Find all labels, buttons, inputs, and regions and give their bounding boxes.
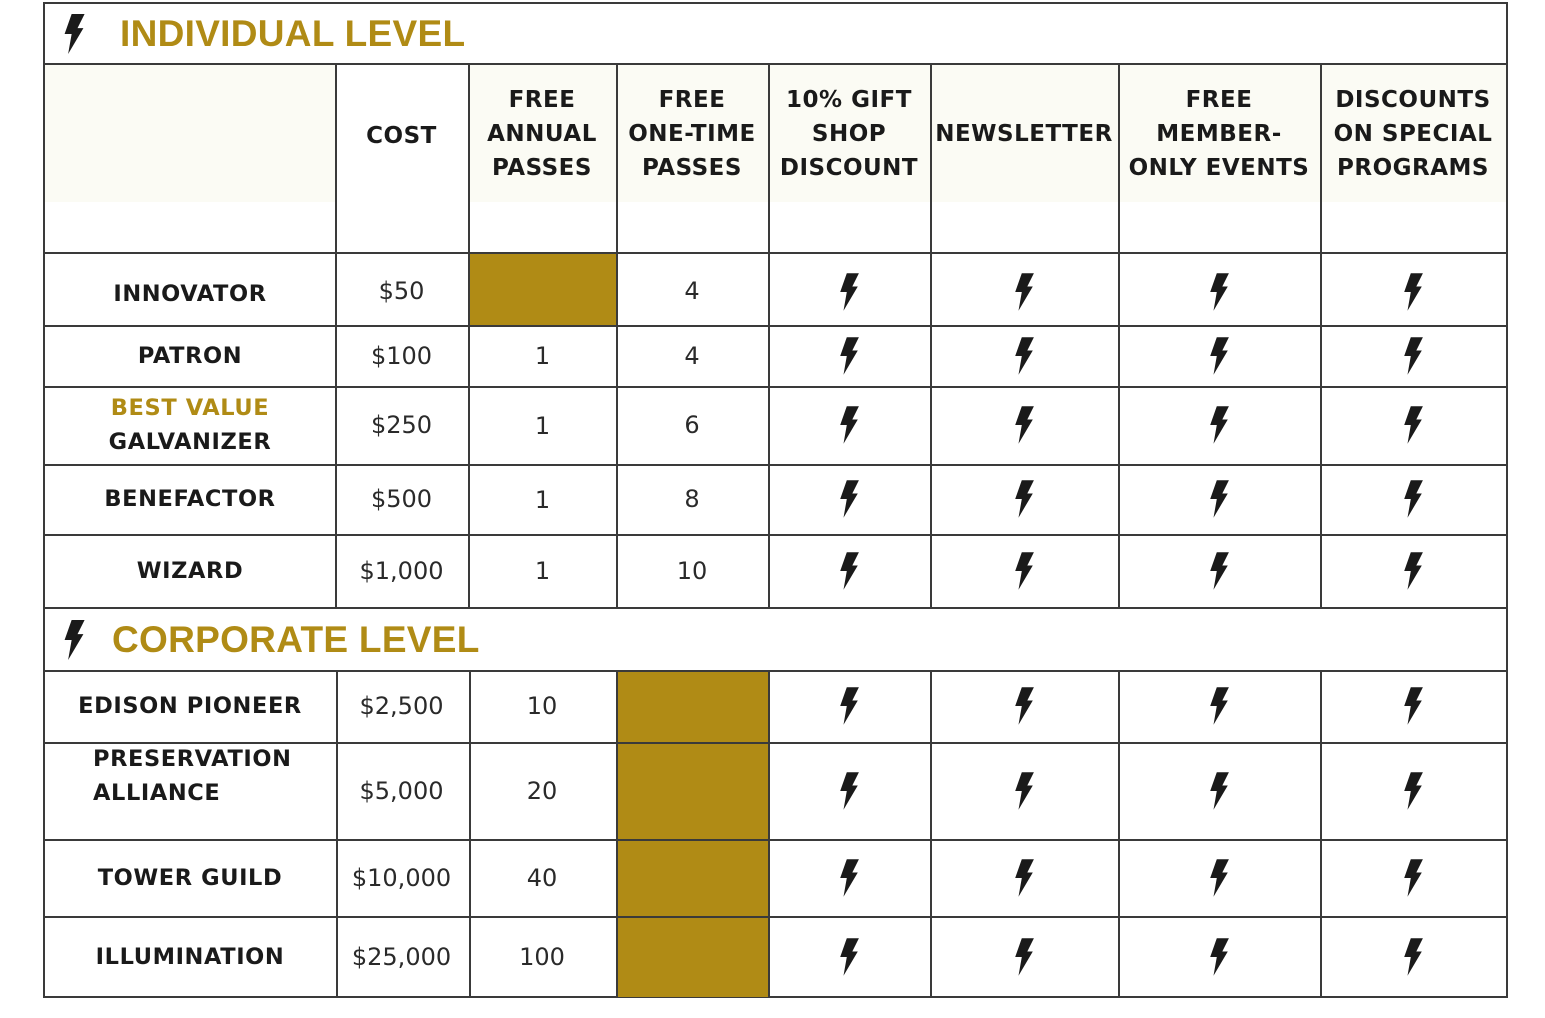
lightning-bolt-icon — [1320, 325, 1506, 386]
not-available-cell — [469, 253, 616, 325]
column-divider — [930, 63, 932, 607]
best-value-badge: BEST VALUE — [110, 395, 270, 421]
lightning-bolt-icon — [1118, 916, 1320, 997]
column-divider — [768, 670, 770, 997]
column-header-4: 10% GIFT SHOP DISCOUNT — [768, 65, 930, 202]
level-name-text: GALVANIZER — [108, 429, 272, 455]
lightning-bolt-icon — [1118, 839, 1320, 916]
level-name: PRESERVATION ALLIANCE — [93, 746, 292, 806]
column-header-6: FREE MEMBER-ONLY EVENTS — [1118, 65, 1320, 202]
row-divider — [45, 63, 1506, 65]
annual-passes-value: 40 — [526, 863, 558, 892]
column-divider — [469, 670, 471, 997]
lightning-bolt-icon — [768, 839, 930, 916]
level-name — [45, 252, 335, 325]
column-header-5: NEWSLETTER — [930, 65, 1118, 202]
lightning-bolt-icon — [1118, 742, 1320, 839]
lightning-bolt-icon — [930, 839, 1118, 916]
row-divider — [45, 386, 1506, 388]
level-name: TOWER GUILD — [97, 864, 283, 891]
lightning-bolt-icon — [1320, 670, 1506, 742]
column-header-2: FREE ANNUAL PASSES — [468, 65, 616, 202]
level-name — [45, 325, 335, 386]
row-divider — [45, 607, 1506, 609]
level-name: ILLUMINATION — [95, 943, 285, 970]
lightning-bolt-icon — [1320, 839, 1506, 916]
lightning-bolt-icon — [1118, 325, 1320, 386]
not-available-cell — [617, 917, 768, 997]
annual-passes-value: 1 — [534, 485, 551, 514]
lightning-bolt-icon — [1320, 464, 1506, 534]
lightning-bolt-icon — [930, 670, 1118, 742]
row-divider — [45, 839, 1506, 841]
lightning-bolt-icon — [768, 742, 930, 839]
lightning-bolt-icon — [930, 325, 1118, 386]
row-divider — [45, 252, 1506, 254]
column-divider — [335, 63, 337, 607]
cost-value: $100 — [370, 341, 433, 370]
lightning-bolt-icon — [1320, 386, 1506, 464]
lightning-bolt-icon — [768, 386, 930, 464]
lightning-bolt-icon — [1118, 255, 1320, 328]
one-time-passes-value: 8 — [684, 485, 700, 513]
lightning-bolt-icon — [1118, 534, 1320, 607]
row-divider — [45, 534, 1506, 536]
not-available-cell — [617, 671, 768, 742]
annual-passes-value: 100 — [519, 942, 565, 971]
lightning-bolt-icon — [1320, 916, 1506, 997]
individual-level-title: INDIVIDUAL LEVEL — [120, 12, 466, 54]
level-name — [45, 386, 335, 464]
lightning-bolt-icon — [62, 14, 86, 54]
lightning-bolt-icon — [930, 916, 1118, 997]
cost-value: $500 — [370, 485, 433, 513]
level-name — [45, 464, 335, 534]
annual-passes-value: 1 — [534, 342, 551, 370]
lightning-bolt-icon — [1118, 670, 1320, 742]
cost-value: $250 — [370, 411, 433, 439]
one-time-passes-value: 4 — [684, 341, 700, 370]
level-name-text: PATRON — [137, 342, 243, 369]
column-divider — [768, 63, 770, 607]
level-name — [45, 534, 335, 607]
lightning-bolt-icon — [1118, 464, 1320, 534]
annual-passes-value: 10 — [526, 692, 558, 720]
lightning-bolt-icon — [930, 742, 1118, 839]
cost-value: $50 — [378, 276, 425, 305]
column-divider — [1118, 63, 1120, 607]
one-time-passes-value: 4 — [684, 276, 700, 305]
annual-passes-value: 1 — [534, 557, 551, 585]
row-divider — [45, 670, 1506, 672]
lightning-bolt-icon — [1320, 742, 1506, 839]
column-header-3: FREE ONE-TIME PASSES — [616, 65, 768, 202]
cost-value: $10,000 — [351, 863, 452, 892]
level-name-text: WIZARD — [136, 557, 244, 584]
lightning-bolt-icon — [1320, 534, 1506, 607]
column-divider — [930, 670, 932, 997]
column-divider — [468, 63, 470, 607]
cost-value: $5,000 — [359, 776, 444, 805]
lightning-bolt-icon — [930, 464, 1118, 534]
lightning-bolt-icon — [930, 534, 1118, 607]
column-divider — [616, 63, 618, 607]
cost-value: $1,000 — [359, 556, 444, 585]
not-available-cell — [617, 743, 768, 839]
column-divider — [1320, 670, 1322, 997]
cost-value: $2,500 — [359, 692, 444, 720]
corporate-level-title: CORPORATE LEVEL — [112, 618, 480, 660]
lightning-bolt-icon — [768, 325, 930, 386]
row-divider — [45, 742, 1506, 744]
column-divider — [616, 670, 618, 997]
one-time-passes-value: 6 — [684, 411, 700, 439]
row-divider — [45, 464, 1506, 466]
corporate-level-heading — [45, 609, 1506, 670]
annual-passes-value: 1 — [534, 411, 551, 440]
not-available-cell — [617, 840, 768, 916]
header-label-spacer — [45, 65, 335, 202]
lightning-bolt-icon — [1118, 386, 1320, 464]
lightning-bolt-icon — [768, 464, 930, 534]
level-name-text: INNOVATOR — [113, 280, 267, 307]
lightning-bolt-icon — [768, 670, 930, 742]
lightning-bolt-icon — [930, 255, 1118, 328]
column-divider — [1118, 670, 1120, 997]
individual-level-heading — [45, 4, 1506, 63]
lightning-bolt-icon — [1320, 255, 1506, 328]
lightning-bolt-icon — [768, 255, 930, 328]
cost-value: $25,000 — [351, 942, 452, 971]
level-name-text: BENEFACTOR — [104, 486, 276, 512]
lightning-bolt-icon — [768, 916, 930, 997]
lightning-bolt-icon — [768, 534, 930, 607]
column-header-1: COST — [366, 123, 437, 149]
one-time-passes-value: 10 — [676, 556, 708, 585]
column-divider — [1320, 63, 1322, 607]
row-divider — [45, 325, 1506, 327]
lightning-bolt-icon — [62, 620, 86, 660]
column-header-7: DISCOUNTS ON SPECIAL PROGRAMS — [1320, 65, 1506, 202]
lightning-bolt-icon — [930, 386, 1118, 464]
row-divider — [45, 916, 1506, 918]
level-name: EDISON PIONEER — [78, 693, 302, 719]
annual-passes-value: 20 — [526, 776, 558, 805]
column-divider — [336, 670, 338, 997]
